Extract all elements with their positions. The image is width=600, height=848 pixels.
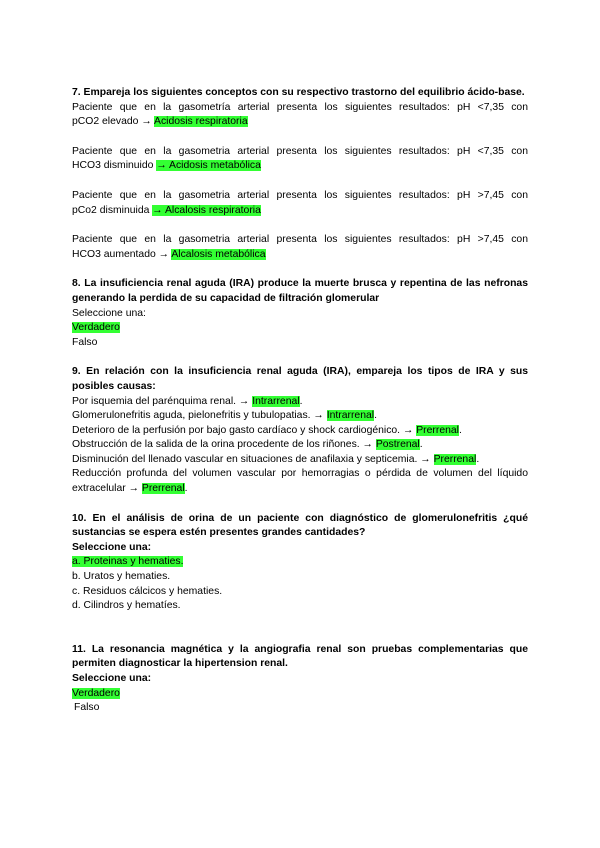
q9-item-3-answer: Prerrenal	[416, 424, 459, 436]
question-8	[72, 277, 528, 350]
question-9-title: 9. En relación con la insuficiencia renal aguda (IRA), empareja los tipos de IRA y sus posibles causas:	[72, 366, 528, 392]
q9-item-1	[72, 395, 528, 410]
q9-item-4-answer: Postrenal	[375, 439, 420, 451]
question-10-title: 10. En el análisis de orina de un paciente con diagnóstico de glomerulonefritis ¿qué sustancias se espera estén presentes grandes cantidades?	[72, 512, 528, 539]
q7-item-4-line2	[72, 248, 528, 263]
q7-item-1-text: pCO2 elevado →	[72, 116, 152, 128]
q9-item-4	[72, 438, 528, 453]
q9-item-1-text: Por isquemia del parénquima renal. →	[72, 395, 250, 407]
q7-item-2-line1: Paciente que en la gasometria arterial presenta los siguientes resultados: pH <7,35 con	[72, 145, 528, 157]
q7-item-4-answer: Alcalosis metabólica	[171, 248, 266, 260]
q9-item-1-tail: .	[299, 395, 303, 407]
q9-item-6-text: extracelular →	[72, 483, 139, 495]
q10-option-a[interactable]: a. Proteinas y hematies.	[72, 556, 184, 568]
question-8-title: 8. La insuficiencia renal aguda (IRA) produce la muerte brusca y repentina de las nefronas generando la perdida de su capacidad de filtración glomerular	[72, 278, 528, 304]
q11-option-verdadero[interactable]: Verdadero	[72, 687, 120, 699]
q9-item-6-answer: Prerrenal	[141, 483, 185, 495]
q7-item-3-text: pCo2 disminuida	[72, 204, 150, 216]
q9-item-3-text: Deterioro de la perfusión por bajo gasto cardíaco y shock cardiogénico. →	[72, 424, 414, 436]
q9-item-5-tail: .	[476, 453, 480, 465]
q7-item-3-answer: → Alcalosis respiratoria	[152, 204, 261, 216]
q10-option-b[interactable]: b. Uratos y hematies.	[72, 571, 171, 583]
q7-item-2-text: HCO3 disminuido	[72, 160, 154, 172]
q9-item-6-tail: .	[184, 483, 188, 495]
q10-option-d[interactable]: d. Cilindros y hematíes.	[72, 600, 181, 612]
q7-item-2-line2	[72, 159, 528, 174]
q9-item-5-answer: Prerrenal	[433, 453, 477, 465]
question-11-title: 11. La resonancia magnética y la angiografia renal son pruebas complementarias que permiten diagnosticar la hipertension renal.	[72, 643, 528, 670]
q9-item-1-answer: Intrarrenal	[252, 395, 300, 407]
document-content	[72, 86, 528, 716]
q7-item-4-text: HCO3 aumentado →	[72, 248, 170, 260]
q7-item-1-line2	[72, 115, 528, 130]
question-10	[72, 512, 528, 614]
q10-prompt: Seleccione una:	[72, 541, 152, 553]
q7-item-1-line1: Paciente que en la gasometría arterial presenta los siguientes resultados: pH <7,35 con	[72, 101, 528, 113]
q9-item-6-line1: Reducción profunda del volumen vascular por hemorragias o pérdida de volumen del líquido	[72, 468, 528, 480]
q9-item-4-text: Obstrucción de la salida de la orina procedente de los riñones. →	[72, 439, 373, 451]
q9-item-2-tail: .	[374, 410, 377, 422]
question-7	[72, 86, 528, 262]
q7-item-3-line1: Paciente que en la gasometria arterial presenta los siguientes resultados: pH >7,45 con	[72, 189, 528, 201]
q11-option-falso[interactable]: Falso	[74, 702, 100, 714]
question-7-title: 7. Empareja los siguientes conceptos con su respectivo trastorno del equilibrio ácido-base.	[72, 87, 525, 98]
q7-item-2-answer: → Acidosis metabólica	[156, 160, 261, 172]
q8-prompt: Seleccione una:	[72, 307, 146, 319]
q7-item-1-answer: Acidosis respiratoria	[154, 116, 248, 128]
question-9	[72, 365, 528, 496]
q9-item-6-line2	[72, 482, 528, 497]
q10-option-c[interactable]: c. Residuos cálcicos y hematies.	[72, 585, 223, 597]
q7-item-4-line1: Paciente que en la gasometria arterial presenta los siguientes resultados: pH >7,45 con	[72, 234, 528, 246]
q11-prompt: Seleccione una:	[72, 673, 152, 684]
q9-item-3	[72, 424, 528, 439]
q9-item-5-text: Disminución del llenado vascular en situaciones de anafilaxia y septicemia. →	[72, 453, 431, 465]
q8-option-verdadero[interactable]: Verdadero	[72, 322, 120, 334]
q9-item-2-answer: Intrarrenal	[326, 410, 375, 422]
question-11	[72, 643, 528, 716]
q9-item-3-tail: .	[459, 424, 462, 436]
q9-item-2-text: Glomerulonefritis aguda, pielonefritis y tubulopatias. →	[72, 410, 324, 422]
q9-item-4-tail: .	[419, 439, 423, 451]
q8-option-falso[interactable]: Falso	[72, 336, 98, 348]
q9-item-5	[72, 453, 528, 468]
q7-item-3-line2	[72, 204, 528, 219]
q9-item-2	[72, 409, 528, 424]
